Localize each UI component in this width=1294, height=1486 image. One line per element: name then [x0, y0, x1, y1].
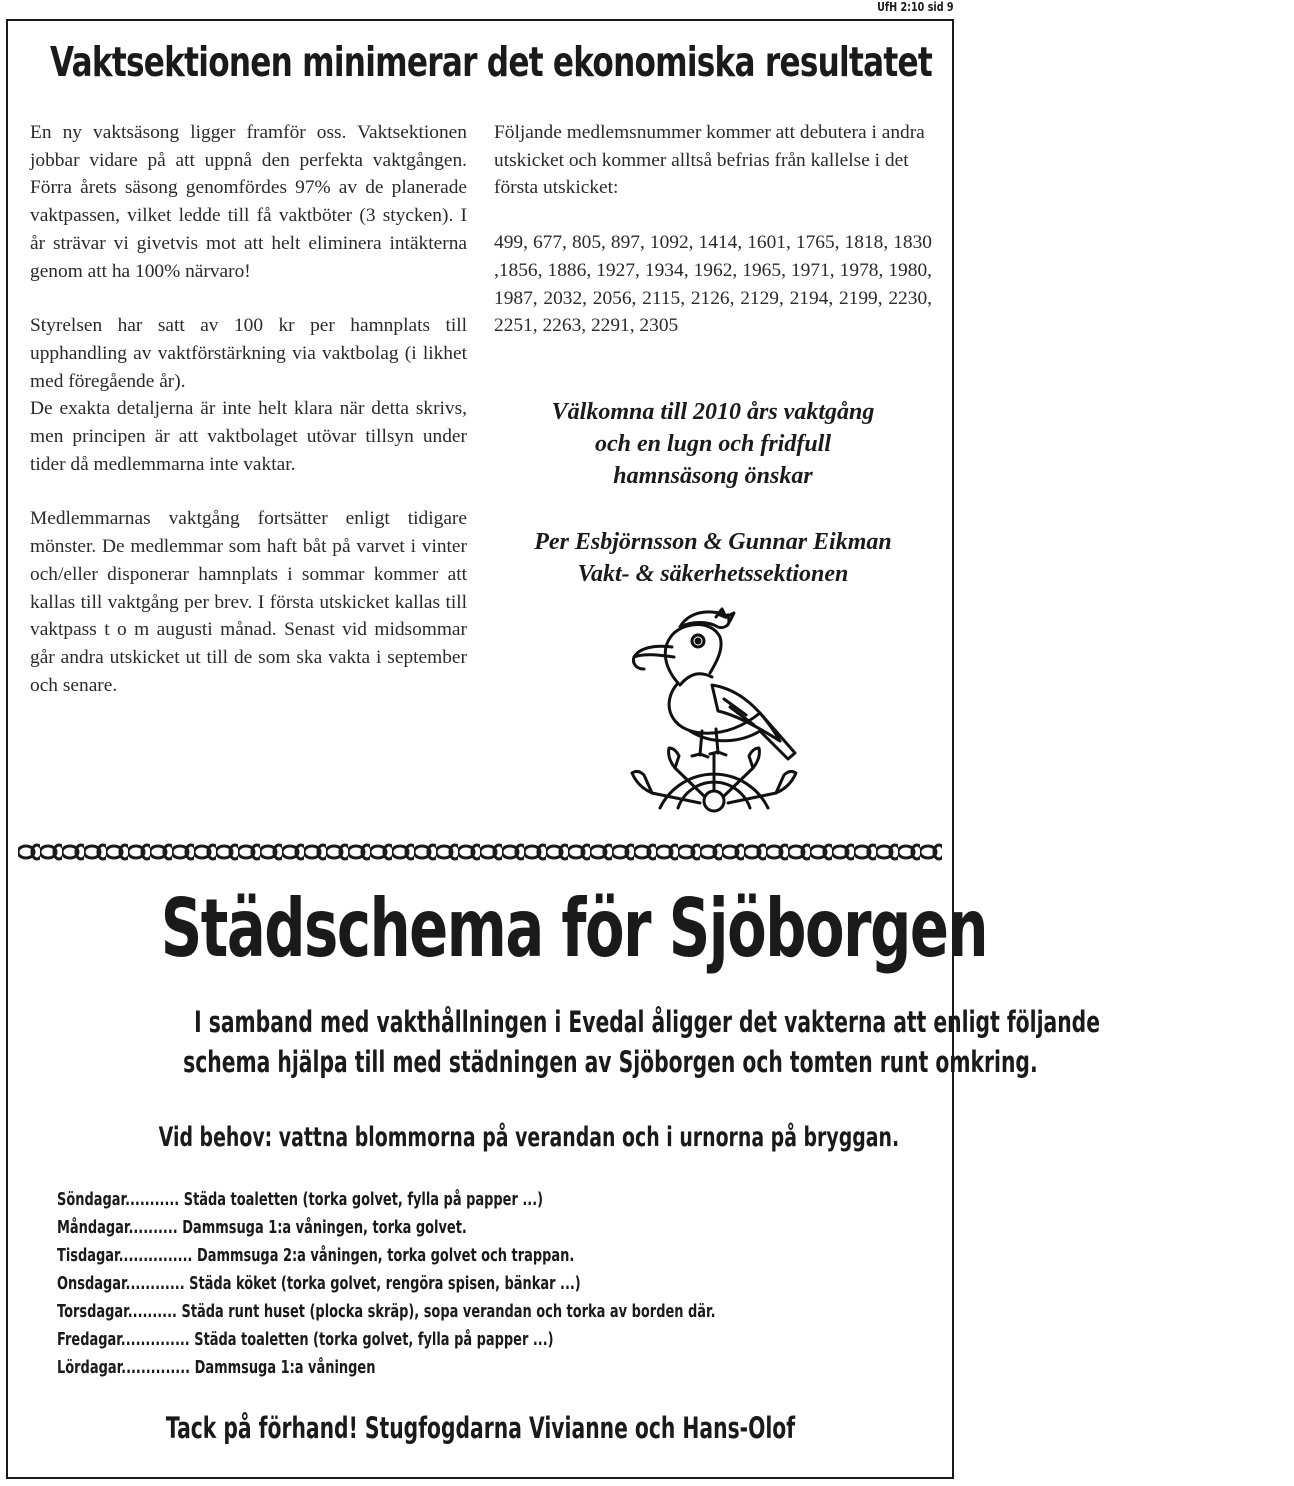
schedule-day: Tisdagar [57, 1245, 119, 1266]
schedule-task: Städa toaletten (torka golvet, fylla på papper ...) [183, 1189, 544, 1210]
page-reference: UfH 2:10 sid 9 [877, 0, 954, 14]
schedule-leader-dots: ............... [118, 1245, 193, 1266]
signature-names: Per Esbjörnsson & Gunnar Eikman [534, 529, 892, 555]
article-paragraph: Styrelsen har satt av 100 kr per hamnplats till upphandling av vaktförstärkning via vaktbolag (i likhet med föregående år). [30, 315, 467, 392]
cleaning-schedule-title: Städschema för Sjöborgen [160, 882, 988, 975]
thanks-line: Tack på förhand! Stugfogdarna Vivianne och Hans-Olof [165, 1411, 795, 1445]
schedule-row [57, 1326, 691, 1354]
seabird-on-helm-illustration [620, 603, 805, 810]
article-right-column [494, 119, 932, 340]
signature [494, 526, 932, 590]
schedule-row [57, 1186, 691, 1214]
member-numbers: 499, 677, 805, 897, 1092, 1414, 1601, 1765, 1818, 1830 ,1856, 1886, 1927, 1934, 1962, 1965, 1971, 1978, 1980, 1987, 2032, 2056, 2115, 2126, 2129, 2194, 2199, 2230, 2251, 2263, 2291, 2305 [494, 232, 932, 337]
schedule-leader-dots: ............ [125, 1273, 185, 1294]
article-left-column [30, 119, 467, 726]
member-intro: Följande medlemsnummer kommer att debutera i andra utskicket och kommer alltså befrias från kallelse i det första utskicket: [494, 122, 925, 199]
schedule-day: Måndagar [57, 1217, 129, 1238]
lead-line: I samband med vakthållningen i Evedal åligger det vakterna att enligt följande [194, 1005, 1100, 1039]
article-paragraph: En ny vaktsäsong ligger framför oss. Vaktsektionen jobbar vidare på att uppnå den perfekta vaktgången. Förra årets säsong genomfördes 97% av de planerade vaktpassen, vilket ledde till få vaktböter (3 stycken). I år strävar vi givetvis mot att helt eliminera intäkterna genom att ha 100% närvaro! [30, 122, 467, 282]
schedule-day: Söndagar [57, 1189, 126, 1210]
watering-note: Vid behov: vattna blommorna på verandan och i urnorna på bryggan. [158, 1122, 900, 1153]
article-paragraph: Medlemmarnas vaktgång fortsätter enligt tidigare mönster. De medlemmar som haft båt på varvet i vinter och/eller disponerar hamnplats i sommar kommer att kallas till vaktgång per brev. I första utskicket kallas till vaktpass t o m augusti månad. Senast vid midsommar går andra utskicket ut till de som ska vakta i september och senare. [30, 508, 467, 696]
welcome-line: hamnsäsong önskar [613, 463, 813, 489]
schedule-task: Städa köket (torka golvet, rengöra spisen, bänkar ...) [189, 1273, 581, 1294]
schedule-row [57, 1298, 716, 1326]
cleaning-lead-text [0, 1002, 1100, 1082]
article-headline: Vaktsektionen minimerar det ekonomiska resultatet [50, 38, 933, 86]
welcome-line: Välkomna till 2010 års vaktgång [551, 399, 875, 425]
signature-section: Vakt- & säkerhetssektionen [577, 561, 849, 587]
schedule-leader-dots: ........... [125, 1189, 180, 1210]
schedule-leader-dots: .............. [121, 1357, 191, 1378]
schedule-task: Städa runt huset (plocka skräp), sopa verandan och torka av borden där. [181, 1301, 716, 1322]
article-paragraph: De exakta detaljerna är inte helt klara när detta skrivs, men principen är att vaktbolaget utövar tillsyn under tider då medlemmarna inte vaktar. [30, 398, 467, 475]
welcome-message [494, 396, 932, 492]
cleaning-schedule-list [57, 1186, 937, 1382]
schedule-leader-dots: .......... [127, 1301, 177, 1322]
schedule-task: Dammsuga 2:a våningen, torka golvet och trappan. [196, 1245, 575, 1266]
chain-divider [18, 840, 942, 864]
schedule-row [57, 1354, 691, 1382]
schedule-day: Torsdagar [57, 1301, 128, 1322]
schedule-task: Städa toaletten (torka golvet, fylla på papper ...) [194, 1329, 554, 1350]
schedule-row [57, 1242, 691, 1270]
schedule-row [57, 1214, 691, 1242]
lead-line: schema hjälpa till med städningen av Sjöborgen och tomten runt omkring. [183, 1045, 1038, 1079]
schedule-row [57, 1270, 691, 1298]
schedule-day: Lördagar [57, 1357, 122, 1378]
schedule-leader-dots: .......... [128, 1217, 178, 1238]
welcome-line: och en lugn och fridfull [594, 431, 832, 457]
schedule-task: Dammsuga 1:a våningen, torka golvet. [182, 1217, 467, 1238]
schedule-day: Fredagar [57, 1329, 121, 1350]
schedule-leader-dots: .............. [120, 1329, 190, 1350]
schedule-task: Dammsuga 1:a våningen [194, 1357, 376, 1378]
schedule-day: Onsdagar [57, 1273, 126, 1294]
